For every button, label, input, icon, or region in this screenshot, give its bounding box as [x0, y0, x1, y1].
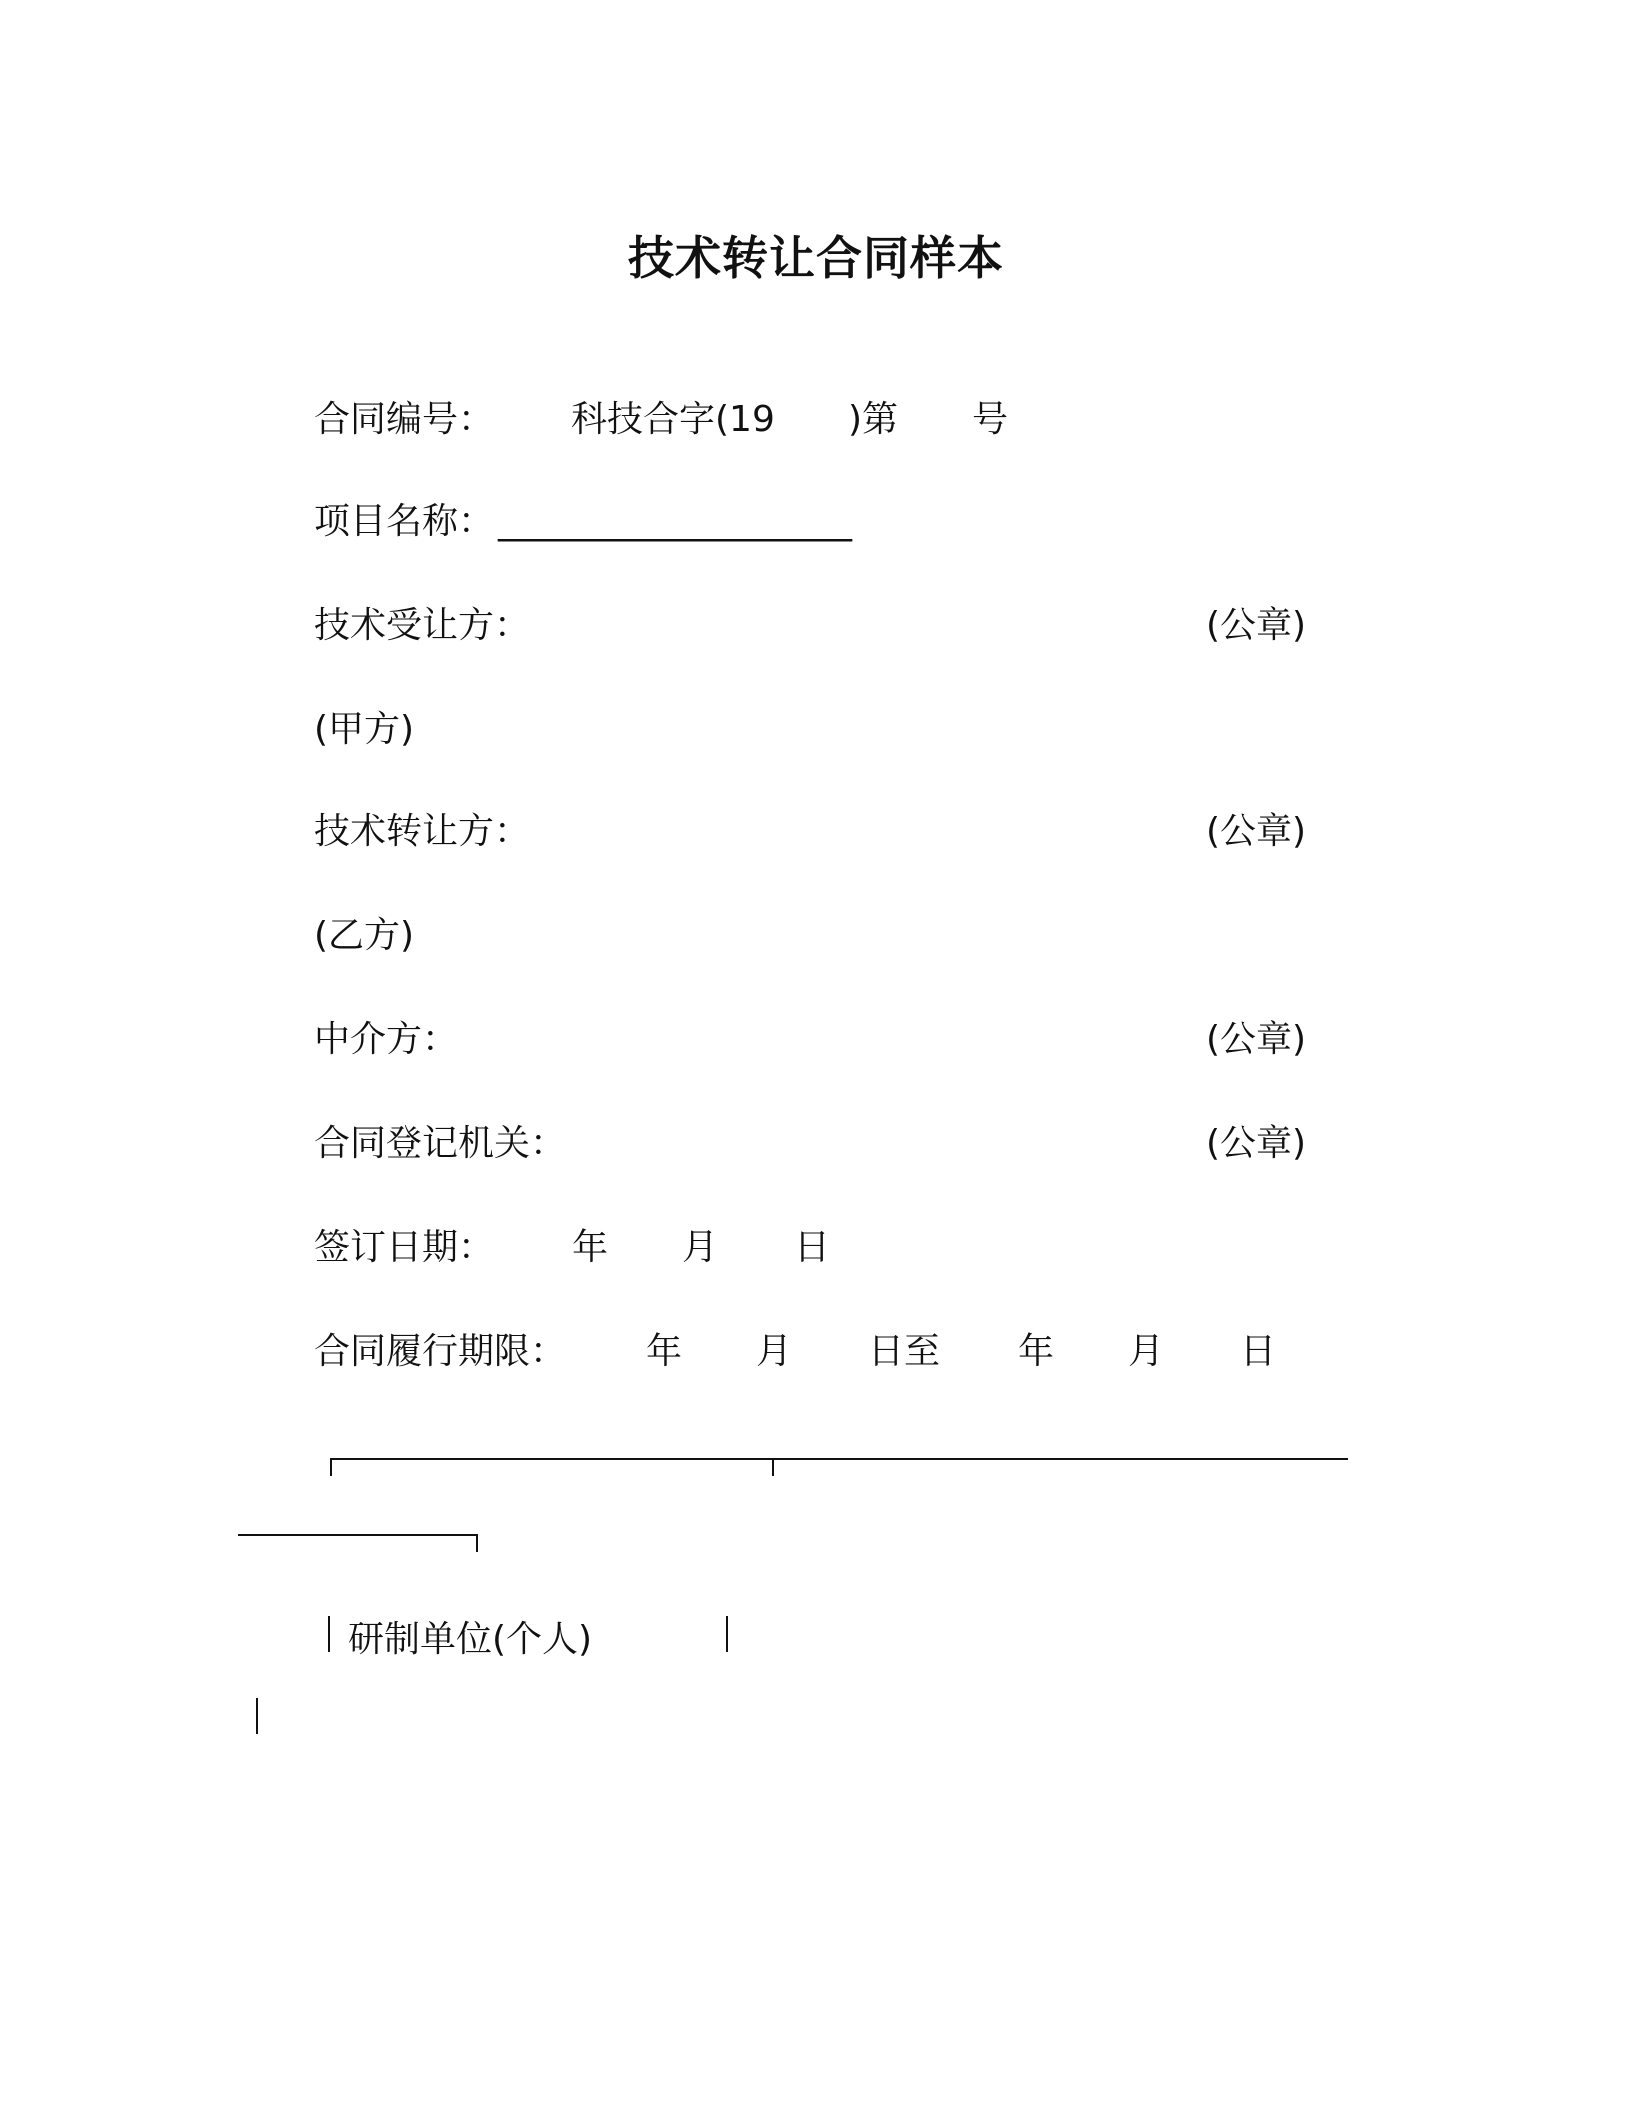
registration-authority-label: 合同登记机关：: [314, 1123, 567, 1164]
term-label: 合同履行期限：: [314, 1331, 567, 1372]
signing-date-label: 签订日期：: [314, 1227, 495, 1268]
project-name-label: 项目名称：: [314, 501, 495, 542]
table-inner-border: [238, 1534, 478, 1536]
term-start-year: 年: [646, 1331, 683, 1372]
contract-number-suffix: 号: [972, 399, 1009, 440]
transferor-seal: (公章): [1206, 811, 1307, 852]
term-end-day: 日: [1240, 1331, 1277, 1372]
intermediary-label: 中介方：: [314, 1019, 459, 1060]
transferee-party: (甲方): [314, 709, 415, 750]
project-name-blank: ______________________: [498, 501, 850, 542]
contract-number-middle: )第: [848, 399, 899, 440]
contract-number-prefix: 科技合字(19: [571, 399, 775, 440]
transferee-label: 技术受让方：: [314, 605, 531, 646]
intermediary-seal: (公章): [1206, 1019, 1307, 1060]
document-title: 技术转让合同样本: [628, 231, 1004, 285]
signing-date-day: 日: [794, 1227, 831, 1268]
transferor-label: 技术转让方：: [314, 811, 531, 852]
term-start-day-to: 日至: [868, 1331, 941, 1372]
term-end-month: 月: [1128, 1331, 1165, 1372]
table-left-tick: [330, 1458, 332, 1476]
registration-authority-seal: (公章): [1206, 1123, 1307, 1164]
term-start-month: 月: [756, 1331, 793, 1372]
table-top-border: [330, 1458, 1348, 1460]
developer-label: 研制单位(个人): [348, 1619, 593, 1660]
transferor-party: (乙方): [314, 915, 415, 956]
table-inner-tick: [476, 1534, 478, 1552]
signing-date-month: 月: [682, 1227, 719, 1268]
table-cell-left-border: [328, 1616, 330, 1652]
signing-date-year: 年: [572, 1227, 609, 1268]
transferee-seal: (公章): [1206, 605, 1307, 646]
table-middle-tick: [772, 1458, 774, 1476]
table-cell-right-border: [726, 1616, 728, 1652]
table-lower-left-border: [256, 1698, 258, 1734]
contract-number-label: 合同编号：: [314, 399, 495, 440]
term-end-year: 年: [1018, 1331, 1055, 1372]
